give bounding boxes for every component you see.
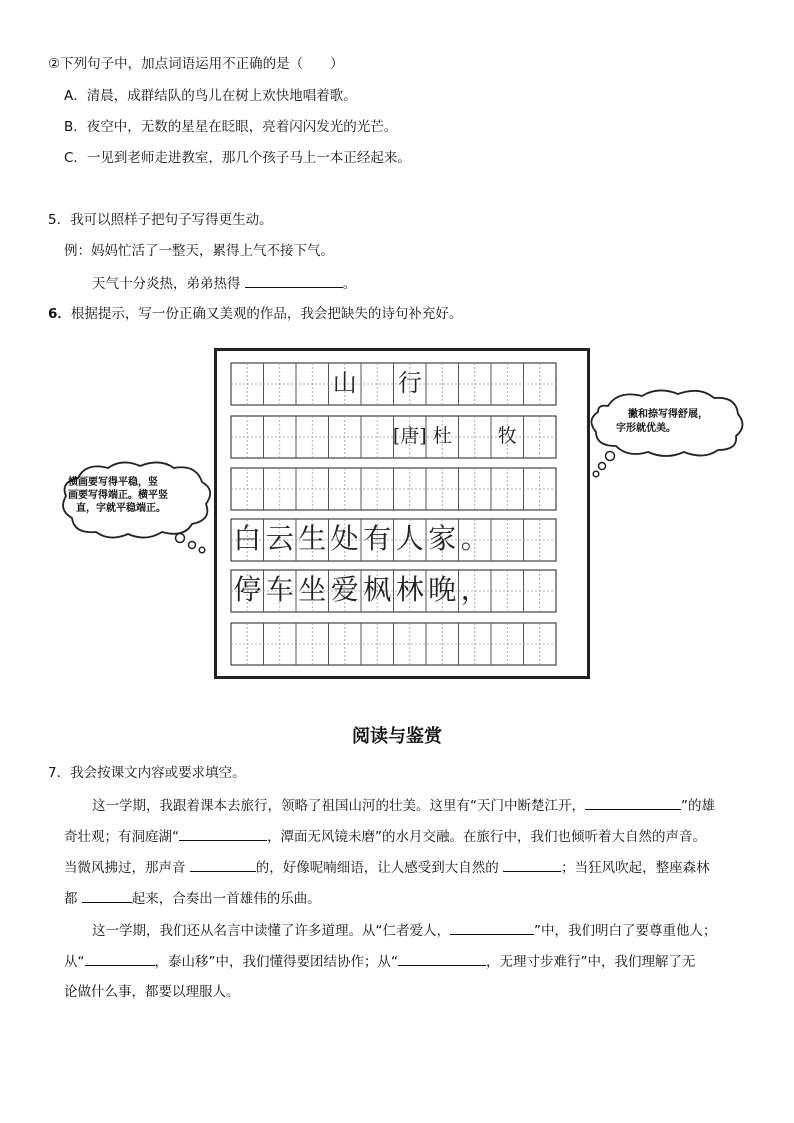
- poem-line1-char: 。: [460, 522, 489, 555]
- q7-text: ，无理寸步难行”中，我们理解了无: [486, 954, 696, 970]
- q7-text: 这一学期，我们还从名言中读懂了许多道理。从“仁者爱人，: [92, 923, 450, 939]
- hint-bubble-left: [56, 458, 216, 558]
- hint-bubble-right: [586, 388, 746, 478]
- answer-blank[interactable]: [190, 857, 256, 872]
- poem-line1-char: 人: [395, 522, 424, 555]
- poem-title-char: 山: [332, 369, 357, 397]
- task-suffix: 。: [342, 276, 357, 292]
- answer-blank[interactable]: [85, 951, 155, 966]
- q7-para2-line2: [64, 951, 696, 972]
- poem-line2-char: 晚: [428, 573, 457, 606]
- poem-line1-char: 生: [298, 522, 327, 555]
- poem-author-char: 杜: [432, 424, 452, 447]
- q7-text: ，潭面无风镜未磨”的水月交融。在旅行中，我们也倾听着大自然的声音。: [267, 829, 706, 845]
- question-5-example: 例：妈妈忙活了一整天，累得上气不接下气。: [64, 243, 334, 259]
- poem-grid-paper: [214, 348, 590, 679]
- bubble-left-line-2: 画要写得端正。横平竖: [68, 490, 168, 501]
- grid-row: [231, 623, 556, 665]
- poem-line2-char: 爱: [330, 573, 359, 606]
- answer-blank[interactable]: [398, 951, 486, 966]
- q7-para1-line3: [64, 857, 710, 878]
- poem-line1-char: 白: [233, 522, 262, 555]
- poem-line2-char: 车: [265, 573, 294, 606]
- q7-text: 奇壮观；有洞庭湖“: [64, 829, 179, 845]
- question-7-title: 7．我会按课文内容或要求填空。: [48, 765, 246, 781]
- q7-text: 当微风拂过，那声音: [64, 860, 186, 876]
- q7-text: ，泰山移”中，我们懂得要团结协作；从“: [154, 954, 398, 970]
- poem-line1-char: 处: [330, 522, 359, 555]
- tianzige-grid: [217, 351, 587, 676]
- q7-text: 的，好像呢喃细语，让人感受到大自然的: [255, 860, 499, 876]
- bubble-right-line-1: 撇和捺写得舒展，: [628, 409, 708, 420]
- q7-para2-line1: [92, 920, 717, 941]
- q7-para1-line1: [92, 795, 715, 816]
- poem-line1-char: 有: [363, 522, 392, 555]
- option-c: C．一见到老师走进教室，那几个孩子马上一本正经起来。: [64, 150, 411, 166]
- q7-text: 这一学期，我跟着课本去旅行，领略了祖国山河的壮美。这里有“天门中断楚江开，: [92, 798, 585, 814]
- poem-line2-char: 林: [395, 573, 424, 606]
- poem-line2-char: ，: [460, 573, 489, 606]
- section-title: 阅读与鉴赏: [352, 726, 442, 747]
- answer-blank[interactable]: [82, 888, 132, 903]
- question-4-2-stem: ②下列句子中，加点词语运用不正确的是（ ）: [48, 56, 344, 72]
- q7-text: 从“: [64, 954, 85, 970]
- option-b: B．夜空中，无数的星星在眨眼，亮着闪闪发光的光芒。: [64, 119, 398, 135]
- option-a: A．清晨，成群结队的鸟儿在树上欢快地唱着歌。: [64, 88, 357, 104]
- q7-text: ”的雄: [681, 798, 715, 814]
- answer-blank[interactable]: [179, 826, 267, 841]
- bubble-left-line-3: 直，字就平稳端正。: [76, 503, 166, 514]
- poem-line1-char: 云: [265, 522, 294, 555]
- task-prefix: 天气十分炎热，弟弟热得: [92, 276, 241, 292]
- poem-line1-char: 家: [428, 522, 457, 555]
- bubble-left-line-1: 横画要写得平稳，竖: [68, 477, 158, 488]
- q7-para1-line2: [64, 826, 706, 847]
- question-5-title: 5．我可以照样子把句子写得更生动。: [48, 212, 273, 228]
- question-5-task: [92, 273, 356, 294]
- bubble-right-line-2: 字形就优美。: [616, 423, 676, 434]
- poem-line2-char: 停: [233, 573, 262, 606]
- answer-blank[interactable]: [245, 273, 343, 288]
- answer-blank[interactable]: [503, 857, 561, 872]
- poem-line2-char: 坐: [298, 573, 327, 606]
- question-6-number: 6．: [48, 306, 71, 322]
- q7-para2-line3: 论做什么事，都要以理服人。: [64, 984, 240, 1000]
- poem-author-char: 牧: [497, 424, 517, 447]
- poem-author-dynasty: [唐]: [392, 424, 427, 447]
- q7-text: ；当狂风吹起，整座森林: [561, 860, 710, 876]
- q7-para1-line4: [64, 888, 321, 909]
- answer-blank[interactable]: [585, 795, 681, 810]
- poem-title-char: 行: [397, 369, 422, 397]
- answer-blank[interactable]: [450, 920, 534, 935]
- question-6-title: [48, 304, 462, 324]
- q7-text: 起来，合奏出一首雄伟的乐曲。: [131, 891, 321, 907]
- q7-text: 都: [64, 891, 78, 907]
- question-6-text: 根据提示，写一份正确又美观的作品，我会把缺失的诗句补充好。: [70, 306, 463, 322]
- poem-line2-char: 枫: [363, 573, 392, 606]
- q7-text: ”中，我们明白了要尊重他人；: [534, 923, 717, 939]
- grid-row: [231, 468, 556, 510]
